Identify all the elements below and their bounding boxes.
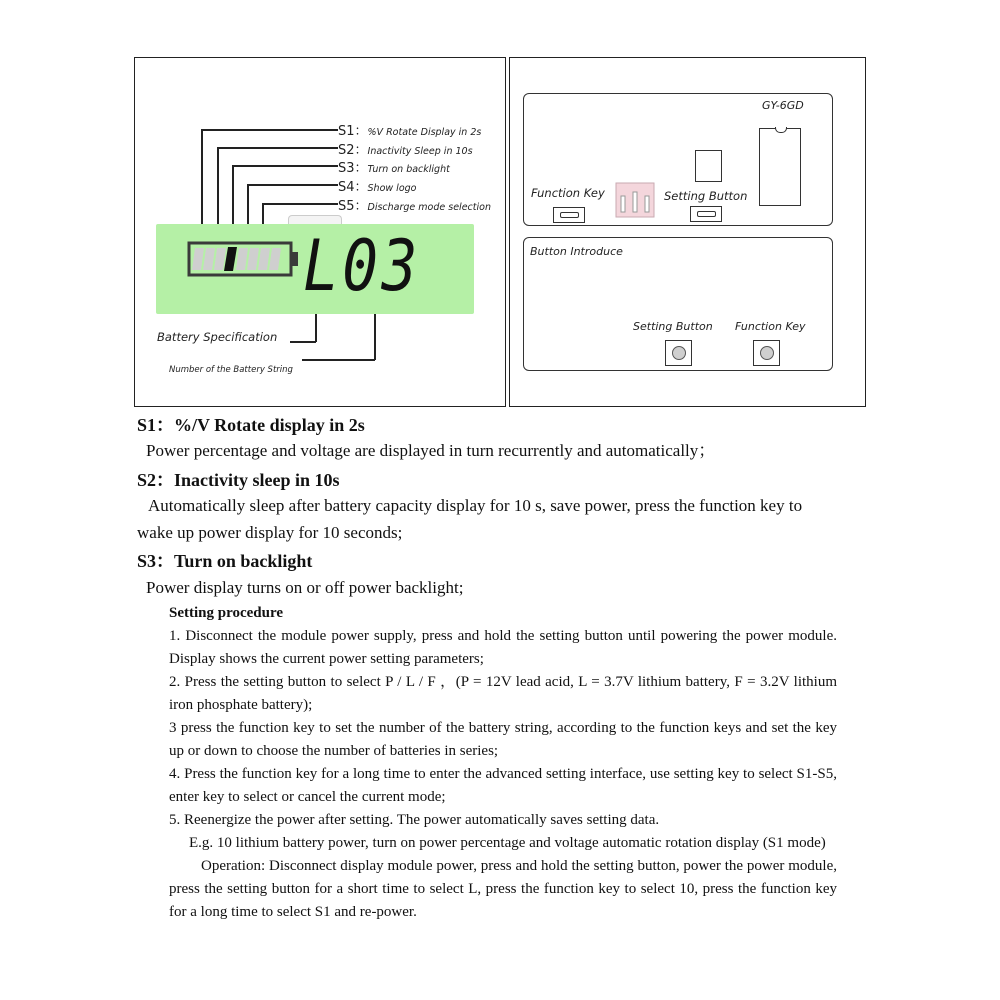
label-s5: S5：Discharge mode selection	[338, 199, 491, 214]
intro-function-button[interactable]	[753, 340, 780, 366]
intro-setting-label: Setting Button	[633, 320, 713, 333]
setting-procedure	[169, 602, 837, 924]
s2-body-line1: Automatically sleep after battery capacity display for 10 s, save power, press the function key to	[148, 496, 803, 515]
lcd-readout: L03	[303, 225, 421, 307]
battery-spec-label: Battery Specification	[157, 330, 278, 344]
procedure-operation: Operation: Disconnect display module power, press and hold the setting button, power the power module, press the setting button for a short time to select L, press the function key to select 10, press the function key for a long time to select S1 and re-power.	[169, 858, 837, 920]
function-key-label: Function Key	[531, 186, 605, 200]
intro-setting-button[interactable]	[665, 340, 692, 366]
label-s1: S1：%V Rotate Display in 2s	[338, 124, 482, 139]
chip-outline	[759, 128, 801, 206]
s1-heading: S1：%/V Rotate display in 2s	[137, 415, 365, 435]
label-s3: S3：Turn on backlight	[338, 161, 450, 176]
procedure-step-3: 3 press the function key to set the number of the battery string, according to the function keys and set the key up or down to choose the number of batteries in series;	[169, 720, 837, 759]
setting-button[interactable]	[690, 206, 722, 222]
label-s2: S2：Inactivity Sleep in 10s	[338, 143, 473, 158]
procedure-step-4: 4. Press the function key for a long time to enter the advanced setting interface, use setting key to select S1-S5, enter key to select or cancel the current mode;	[169, 766, 837, 805]
small-component	[695, 150, 722, 182]
model-label: GY-6GD	[762, 99, 804, 112]
intro-function-label: Function Key	[735, 320, 806, 333]
battery-string-label: Number of the Battery String	[169, 365, 293, 375]
procedure-example: E.g. 10 lithium battery power, turn on power percentage and voltage automatic rotation display (S1 mode)	[189, 835, 826, 851]
s3-body: Power display turns on or off power backlight;	[146, 578, 464, 597]
function-key-button[interactable]	[553, 207, 585, 223]
s3-heading: S3：Turn on backlight	[137, 551, 313, 571]
setting-button-label: Setting Button	[664, 189, 748, 203]
procedure-title: Setting procedure	[169, 605, 284, 621]
s1-body: Power percentage and voltage are displayed in turn recurrently and automatically；	[146, 441, 716, 460]
s2-heading: S2：Inactivity sleep in 10s	[137, 470, 340, 490]
label-s4: S4：Show logo	[338, 180, 417, 195]
connector-icon	[615, 182, 655, 218]
procedure-step-2: 2. Press the setting button to select P / L / F ，(P = 12V lead acid, L = 3.7V lithium battery, F = 3.2V lithium iron phosphate battery);	[169, 674, 837, 713]
procedure-step-1: 1. Disconnect the module power supply, press and hold the setting button until powering the power module. Display shows the current power setting parameters;	[169, 628, 837, 667]
button-intro-title: Button Introduce	[530, 245, 623, 258]
s2-body-line2: wake up power display for 10 seconds;	[137, 523, 403, 542]
procedure-step-5: 5. Reenergize the power after setting. The power automatically saves setting data.	[169, 812, 660, 828]
battery-icon	[186, 240, 302, 280]
